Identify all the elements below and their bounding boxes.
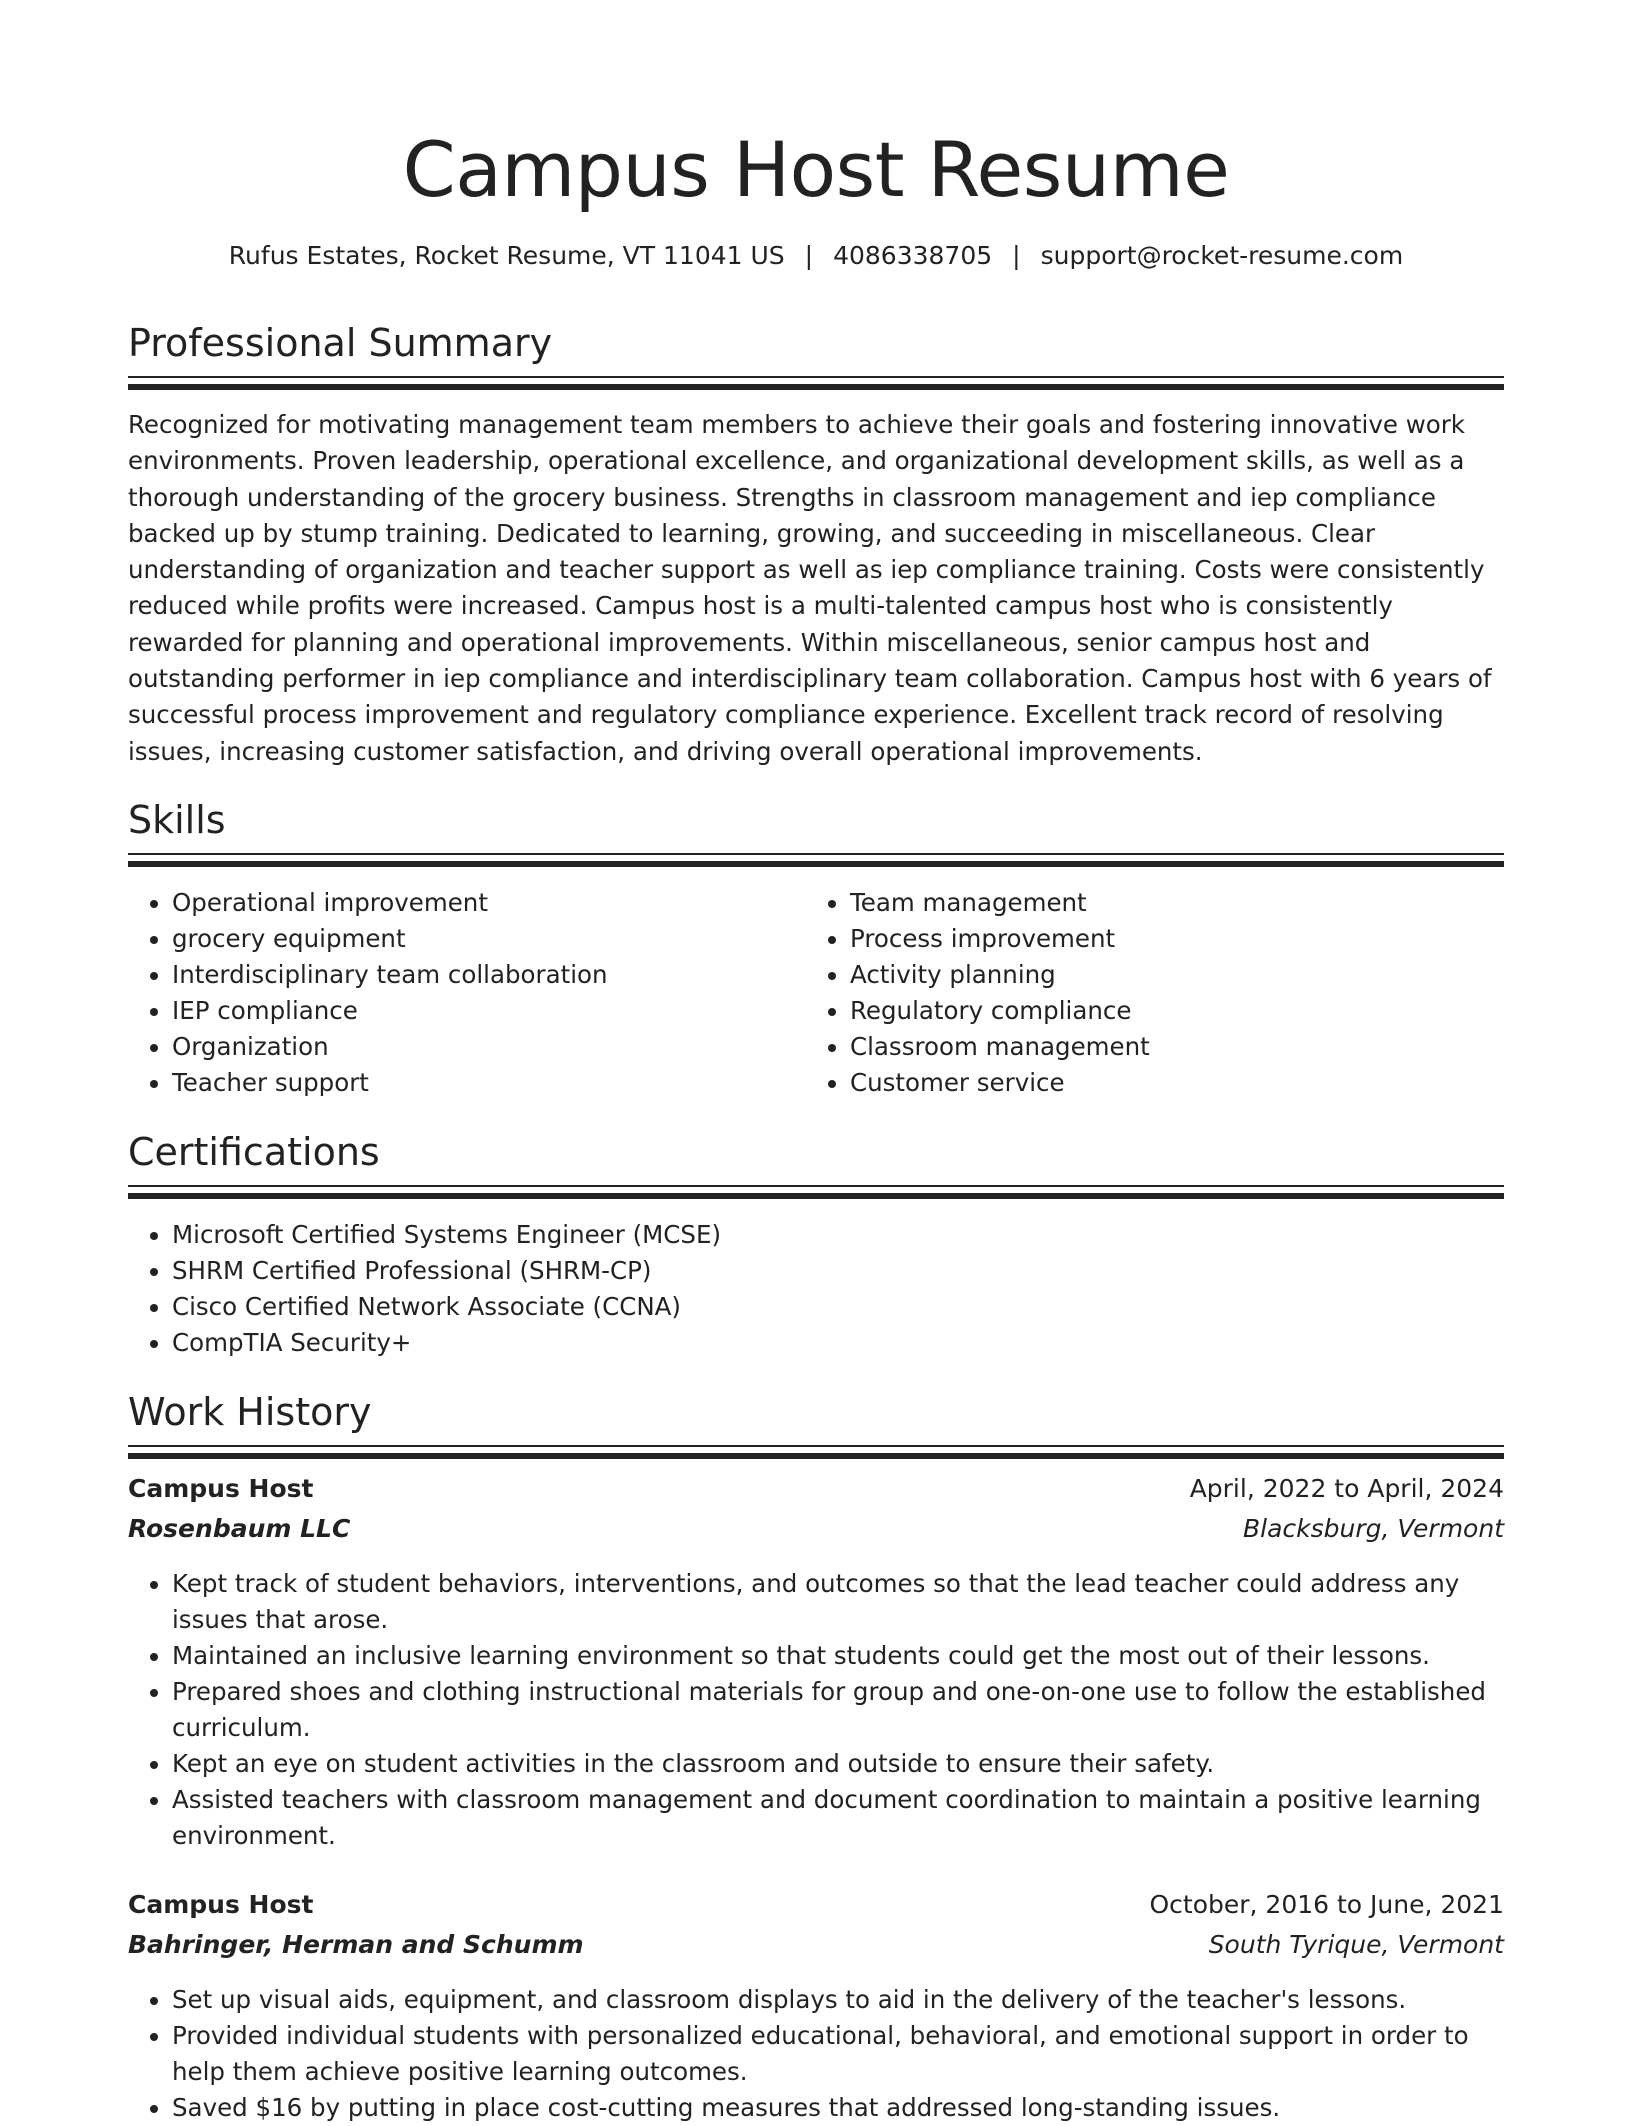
skill-item: • Classroom management <box>850 1029 1484 1065</box>
certifications-list <box>128 1217 1504 1361</box>
summary-text: Recognized for motivating management team members to achieve their goals and fostering innovative work environments. Proven leadership, operational excellence, and organizational development skills, as well as a thorough understanding of the grocery business. Strengths in classroom management and iep compliance backed up by stump training. Dedicated to learning, growing, and succeeding in miscellaneous. Clear understanding of organization and teacher support as well as iep compliance training. Costs were consistently reduced while profits were increased. Campus host is a multi-talented campus host who is consistently rewarded for planning and operational improvements. Within miscellaneous, senior campus host and outstanding performer in iep compliance and interdisciplinary team collaboration. Campus host with 6 years of successful process improvement and regulatory compliance experience. Excellent track record of resolving issues, increasing customer satisfaction, and driving overall operational improvements. <box>128 410 1492 766</box>
skill-item: • Team management <box>850 885 1484 921</box>
skill-item: • Operational improvement <box>172 885 806 921</box>
contact-separator: | <box>804 241 814 270</box>
certifications-heading: Certifications <box>128 1130 380 1174</box>
section-divider <box>128 853 1504 869</box>
contact-address: Rufus Estates, Rocket Resume, VT 11041 US <box>228 241 785 270</box>
job-location: South Tyrique, Vermont <box>1208 1930 1504 1959</box>
job-entry <box>128 1474 1504 1854</box>
skill-item: • Regulatory compliance <box>850 993 1484 1029</box>
certification-item: • Microsoft Certified Systems Engineer (MCSE) <box>172 1217 1504 1253</box>
certification-item: • SHRM Certified Professional (SHRM-CP) <box>172 1253 1504 1289</box>
contact-email: support@rocket-resume.com <box>1040 241 1404 270</box>
job-duty-item: • Prepared shoes and clothing instructional materials for group and one-on-one use to follow the established curriculum. <box>172 1674 1504 1746</box>
resume-title: Campus Host Resume <box>402 125 1230 214</box>
skills-section-header <box>128 795 1504 869</box>
contact-phone: 4086338705 <box>833 241 993 270</box>
job-subheader <box>128 1930 1504 1970</box>
skill-item: • Organization <box>172 1029 806 1065</box>
skill-item: • Customer service <box>850 1065 1484 1101</box>
certifications-section-header <box>128 1127 1504 1201</box>
section-divider <box>128 1445 1504 1461</box>
job-duty-item: • Kept an eye on student activities in the classroom and outside to ensure their safety. <box>172 1746 1504 1782</box>
work-heading: Work History <box>128 1390 372 1434</box>
contact-line <box>128 238 1504 274</box>
job-duty-item: • Set up visual aids, equipment, and classroom displays to aid in the delivery of the teacher's lessons. <box>172 1982 1504 2018</box>
job-title: Campus Host <box>128 1474 314 1503</box>
skills-heading: Skills <box>128 798 226 842</box>
section-divider <box>128 1185 1504 1201</box>
skills-list <box>128 885 1504 1101</box>
job-duty-item: • Maintained an inclusive learning environment so that students could get the most out of their lessons. <box>172 1638 1504 1674</box>
summary-section-header <box>128 318 1504 392</box>
job-company: Bahringer, Herman and Schumm <box>128 1930 584 1959</box>
job-duties <box>128 1566 1504 1854</box>
skill-item: • Teacher support <box>172 1065 806 1101</box>
job-title: Campus Host <box>128 1890 314 1919</box>
section-divider <box>128 376 1504 392</box>
skill-item: • Activity planning <box>850 957 1484 993</box>
skills-column-right <box>806 885 1484 1101</box>
work-section-header <box>128 1387 1504 1461</box>
job-duty-item: • Assisted teachers with classroom management and document coordination to maintain a positive learning environment. <box>172 1782 1504 1854</box>
job-duty-item: • Provided individual students with personalized educational, behavioral, and emotional support in order to help them achieve positive learning outcomes. <box>172 2018 1504 2090</box>
job-location: Blacksburg, Vermont <box>1242 1514 1504 1543</box>
certification-item: • Cisco Certified Network Associate (CCNA) <box>172 1289 1504 1325</box>
job-duty-item: • Saved $16 by putting in place cost-cutting measures that addressed long-standing issues. <box>172 2090 1504 2126</box>
skill-item: • Interdisciplinary team collaboration <box>172 957 806 993</box>
job-header <box>128 1474 1504 1514</box>
job-duties <box>128 1982 1504 2126</box>
skill-item: • grocery equipment <box>172 921 806 957</box>
job-dates: October, 2016 to June, 2021 <box>1149 1890 1504 1919</box>
skill-item: • Process improvement <box>850 921 1484 957</box>
certification-item: • CompTIA Security+ <box>172 1325 1504 1361</box>
job-company: Rosenbaum LLC <box>128 1514 351 1543</box>
job-duty-item: • Kept track of student behaviors, interventions, and outcomes so that the lead teacher could address any issues that arose. <box>172 1566 1504 1638</box>
summary-heading: Professional Summary <box>128 321 553 365</box>
job-dates: April, 2022 to April, 2024 <box>1189 1474 1504 1503</box>
skills-column-left <box>128 885 806 1101</box>
job-subheader <box>128 1514 1504 1554</box>
skill-item: • IEP compliance <box>172 993 806 1029</box>
job-entry <box>128 1890 1504 2126</box>
job-header <box>128 1890 1504 1930</box>
contact-separator: | <box>1012 241 1021 270</box>
